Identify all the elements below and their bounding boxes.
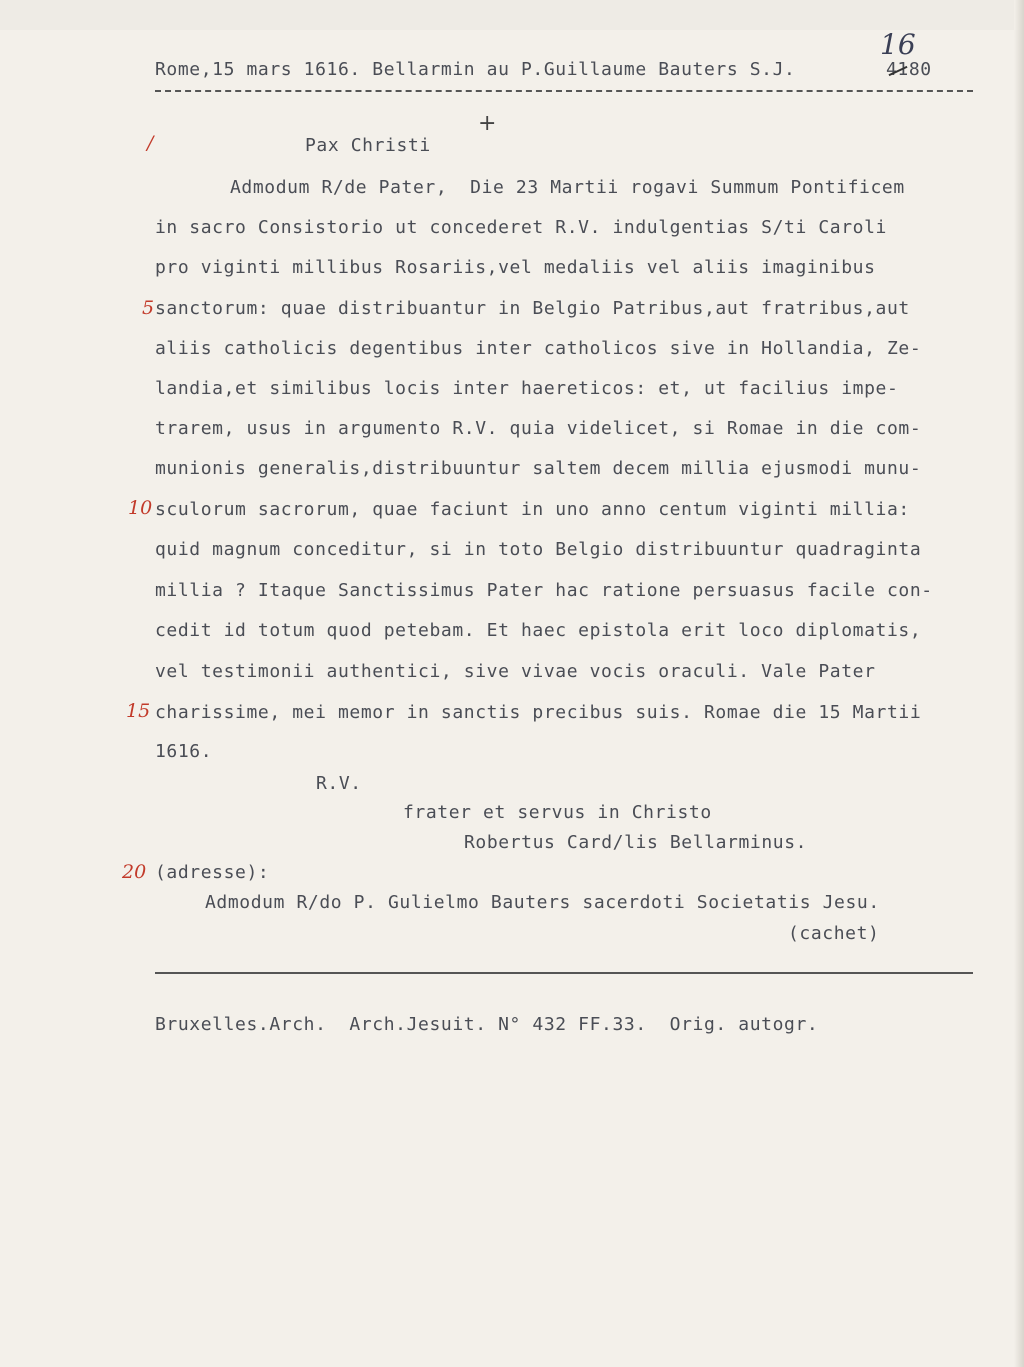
letter-line-5: aliis catholicis degentibus inter catholicos sive in Hollandia, Ze- <box>155 338 922 359</box>
address-line: Admodum R/do P. Gulielmo Bauters sacerdoti Societatis Jesu. <box>205 892 880 913</box>
address-label: (adresse): <box>155 862 270 883</box>
letter-line-1: Admodum R/de Pater, Die 23 Martii rogavi Summum Pontificem <box>230 177 905 198</box>
seal-note: (cachet) <box>788 923 880 944</box>
letter-line-12: cedit id totum quod petebam. Et haec epistola erit loco diplomatis, <box>155 620 922 641</box>
margin-mark-10: 10 <box>128 497 153 519</box>
cross-mark: + <box>478 111 497 136</box>
letter-line-3: pro viginti millibus Rosariis,vel medaliis vel aliis imaginibus <box>155 257 876 278</box>
letter-line-15: 1616. <box>155 741 213 762</box>
footer-source: Bruxelles.Arch. Arch.Jesuit. N° 432 FF.33. Orig. autogr. <box>155 1014 819 1035</box>
margin-mark-1: / <box>147 132 154 154</box>
closing-rv: R.V. <box>316 773 362 794</box>
margin-mark-5: 5 <box>142 297 155 319</box>
letter-line-13: vel testimonii authentici, sive vivae vocis oraculi. Vale Pater <box>155 661 876 682</box>
letter-line-9: sculorum sacrorum, quae faciunt in uno anno centum viginti millia: <box>155 499 910 520</box>
page-edge <box>1014 0 1024 1367</box>
letter-line-7: trarem, usus in argumento R.V. quia videlicet, si Romae in die com- <box>155 418 922 439</box>
old-page-number: 4180 <box>886 59 932 80</box>
closing-frater: frater et servus in Christo <box>403 802 712 823</box>
margin-mark-15: 15 <box>126 700 151 722</box>
letter-line-2: in sacro Consistorio ut concederet R.V. indulgentias S/ti Caroli <box>155 217 887 238</box>
letter-line-6: landia,et similibus locis inter haereticos: et, ut facilius impe- <box>155 378 899 399</box>
letter-line-11: millia ? Itaque Sanctissimus Pater hac ratione persuasus facile con- <box>155 580 933 601</box>
letter-line-10: quid magnum conceditur, si in toto Belgio distribuuntur quadraginta <box>155 539 922 560</box>
letter-line-4: sanctorum: quae distribuantur in Belgio Patribus,aut fratribus,aut <box>155 298 910 319</box>
margin-mark-20: 20 <box>122 861 147 883</box>
letter-line-8: munionis generalis,distribuuntur saltem decem millia ejusmodi munu- <box>155 458 922 479</box>
signature: Robertus Card/lis Bellarminus. <box>464 832 808 853</box>
document-header-title: Rome,15 mars 1616. Bellarmin au P.Guillaume Bauters S.J. <box>155 59 796 80</box>
letter-line-14: charissime, mei memor in sanctis precibus suis. Romae die 15 Martii <box>155 702 922 723</box>
footer-rule <box>155 972 973 974</box>
salutation: Pax Christi <box>305 135 431 156</box>
scan-top-border <box>0 0 1024 30</box>
header-dashed-rule <box>155 90 973 92</box>
handwritten-page-number: 16 <box>880 28 916 61</box>
